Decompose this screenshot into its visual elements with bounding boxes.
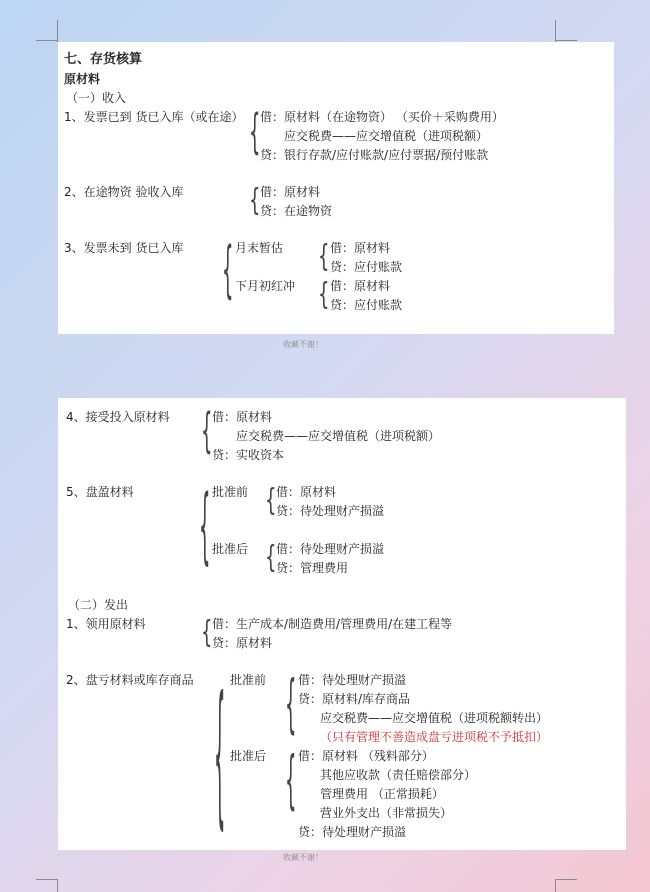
issue-2-case-a: 批准前	[230, 673, 267, 687]
issue-2-case-b: 批准后	[230, 749, 267, 763]
entry-2-label: 2、在途物资 验收入库	[64, 185, 184, 199]
crop-mark	[555, 879, 577, 880]
entry-1-credit: 贷：银行存款/应付账款/应付票据/预付账款	[260, 148, 489, 162]
entry-4-label: 4、接受投入原材料	[66, 410, 170, 424]
section-heading-income: （一）收入	[66, 91, 127, 105]
document-page-2	[58, 398, 626, 850]
issue-2-case-a-credit: 贷：原材料/库存商品	[298, 692, 411, 706]
crop-mark	[57, 879, 58, 892]
entry-3-case-a: 月末暂估	[235, 241, 284, 255]
brace-icon: {	[201, 405, 213, 460]
entry-5-case-a-debit: 借：原材料	[276, 485, 337, 499]
entry-5-case-b-debit: 借：待处理财产损溢	[276, 542, 385, 556]
entry-5-case-b: 批准后	[212, 542, 249, 556]
brace-icon: {	[249, 183, 261, 219]
entry-5-label: 5、盘盈材料	[66, 485, 134, 499]
entry-2-credit: 贷：在途物资	[260, 204, 333, 218]
brace-icon: {	[222, 236, 234, 308]
entry-3-case-b: 下月初红冲	[235, 279, 296, 293]
entry-3-case-a-debit: 借：原材料	[330, 241, 391, 255]
brace-icon: {	[214, 669, 226, 850]
brace-icon: {	[199, 480, 211, 577]
brace-icon: {	[318, 239, 330, 275]
brace-icon: {	[265, 483, 277, 519]
issue-2-case-b-debit-3: 管理费用 （正常损耗）	[320, 787, 444, 801]
entry-1-debit-2: 应交税费——应交增值税（进项税额）	[284, 129, 489, 143]
brace-icon: {	[285, 669, 297, 743]
entry-3-case-b-debit: 借：原材料	[330, 279, 391, 293]
entry-4-debit-2: 应交税费——应交增值税（进项税额）	[236, 429, 441, 443]
brace-icon: {	[318, 277, 330, 313]
crop-mark	[555, 879, 556, 892]
section-title: 七、存货核算	[64, 52, 143, 67]
crop-mark	[36, 40, 58, 41]
brace-icon: {	[285, 745, 297, 819]
footer-note: 收藏不谢！	[283, 853, 323, 862]
brace-icon: {	[201, 615, 213, 651]
entry-1-label: 1、发票已到 货已入库（或在途）	[64, 110, 244, 124]
crop-mark	[57, 20, 58, 42]
issue-1-label: 1、领用原材料	[66, 617, 146, 631]
issue-2-case-b-debit: 借：原材料 （残料部分）	[298, 749, 434, 763]
subtitle: 原材料	[64, 72, 101, 86]
issue-2-case-b-debit-4: 营业外支出（非常损失）	[320, 806, 453, 820]
entry-4-credit: 贷：实收资本	[212, 448, 285, 462]
issue-1-debit: 借：生产成本/制造费用/管理费用/在建工程等	[212, 617, 453, 631]
entry-4-debit: 借：原材料	[212, 410, 273, 424]
section-heading-issue: （二）发出	[68, 598, 129, 612]
entry-2-debit: 借：原材料	[260, 185, 321, 199]
crop-mark	[555, 40, 577, 41]
issue-2-case-a-debit: 借：待处理财产损溢	[298, 673, 407, 687]
entry-3-case-a-credit: 贷：应付账款	[330, 260, 403, 274]
issue-2-case-b-debit-2: 其他应收款（责任赔偿部分）	[320, 768, 477, 782]
entry-3-case-b-credit: 贷：应付账款	[330, 298, 403, 312]
issue-2-note: （只有管理不善造成盘亏进项税不予抵扣）	[320, 730, 549, 744]
brace-icon: {	[265, 540, 277, 576]
document-page-1	[58, 42, 614, 334]
issue-2-label: 2、盘亏材料或库存商品	[66, 673, 194, 687]
entry-5-case-a-credit: 贷：待处理财产损溢	[276, 504, 385, 518]
entry-5-case-a: 批准前	[212, 485, 249, 499]
brace-icon: {	[249, 106, 261, 161]
issue-2-case-b-credit: 贷：待处理财产损溢	[298, 825, 407, 839]
entry-1-debit: 借：原材料（在途物资） （买价＋采购费用）	[260, 110, 504, 124]
issue-1-credit: 贷：原材料	[212, 636, 273, 650]
footer-note: 收藏不谢！	[283, 340, 323, 349]
issue-2-case-a-credit-2: 应交税费——应交增值税（进项税额转出）	[320, 711, 549, 725]
entry-5-case-b-credit: 贷：管理费用	[276, 561, 349, 575]
crop-mark	[36, 879, 58, 880]
crop-mark	[555, 20, 556, 42]
entry-3-label: 3、发票未到 货已入库	[64, 241, 184, 255]
